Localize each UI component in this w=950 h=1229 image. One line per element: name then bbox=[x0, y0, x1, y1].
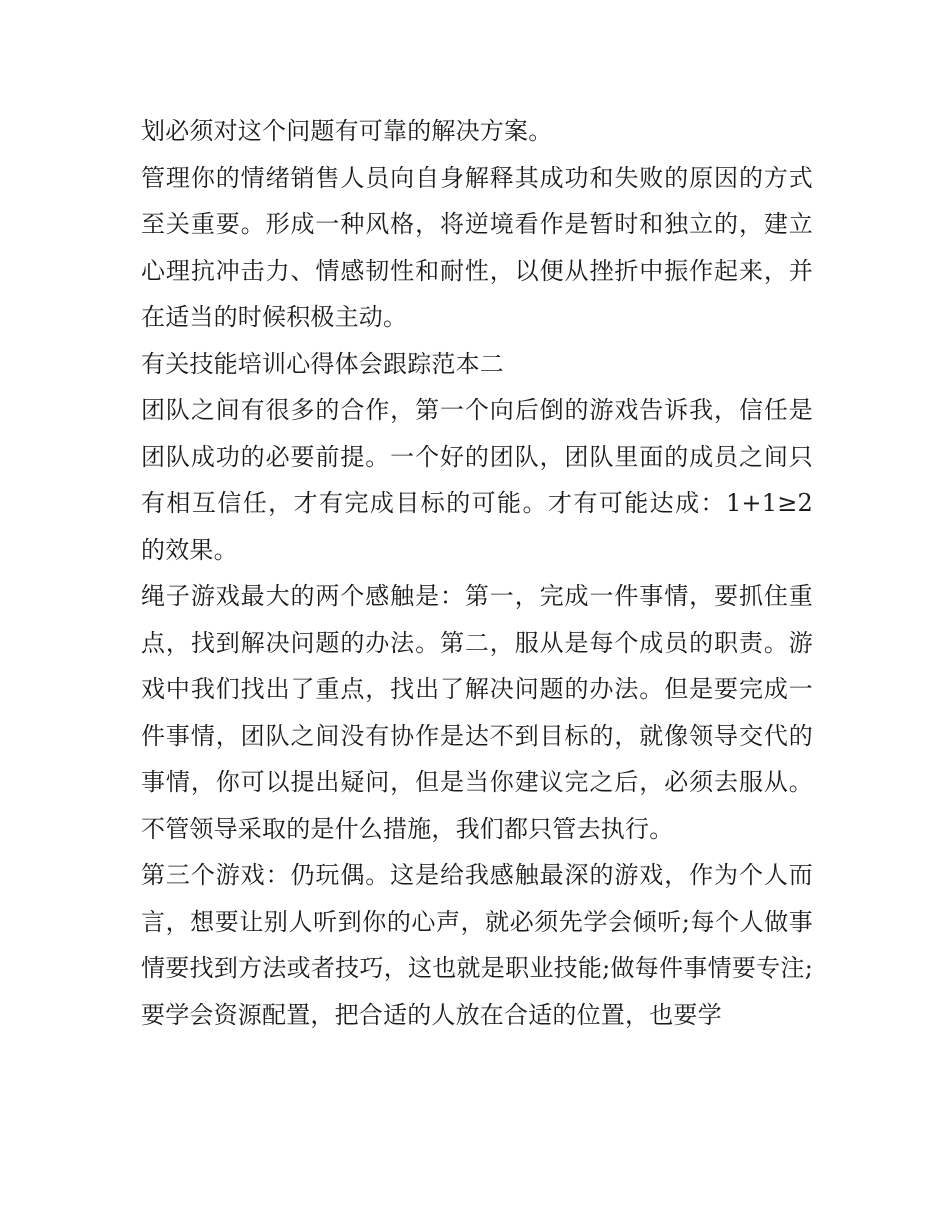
paragraph-2: 管理你的情绪销售人员向自身解释其成功和失败的原因的方式至关重要。形成一种风格，将逆境看作是暂时和独立的，建立心理抗冲击力、情感韧性和耐性，以便从挫折中振作起来，并在适当的时候积极主动。 bbox=[141, 163, 813, 331]
document-body bbox=[141, 108, 813, 1038]
paragraph-3: 团队之间有很多的合作，第一个向后倒的游戏告诉我，信任是团队成功的必要前提。一个好的团队，团队里面的成员之间只有相互信任，才有完成目标的可能。才有可能达成：1+1≥2 的效果。 bbox=[141, 396, 813, 564]
paragraph-5: 第三个游戏：仍玩偶。这是给我感触最深的游戏，作为个人而言，想要让别人听到你的心声，就必须先学会倾听;每个人做事情要找到方法或者技巧，这也就是职业技能;做每件事情要专注;要学会资源配置，把合适的人放在合适的位置，也要学 bbox=[141, 861, 813, 1029]
paragraph-1: 划必须对这个问题有可靠的解决方案。 bbox=[141, 117, 553, 145]
section-heading: 有关技能培训心得体会跟踪范本二 bbox=[141, 349, 504, 378]
paragraph-4: 绳子游戏最大的两个感触是：第一，完成一件事情，要抓住重点，找到解决问题的办法。第二，服从是每个成员的职责。游戏中我们找出了重点，找出了解决问题的办法。但是要完成一件事情，团队之间没有协作是达不到目标的，就像领导交代的事情，你可以提出疑问，但是当你建议完之后，必须去服从。不管领导采取的是什么措施，我们都只管去执行。 bbox=[141, 582, 813, 843]
